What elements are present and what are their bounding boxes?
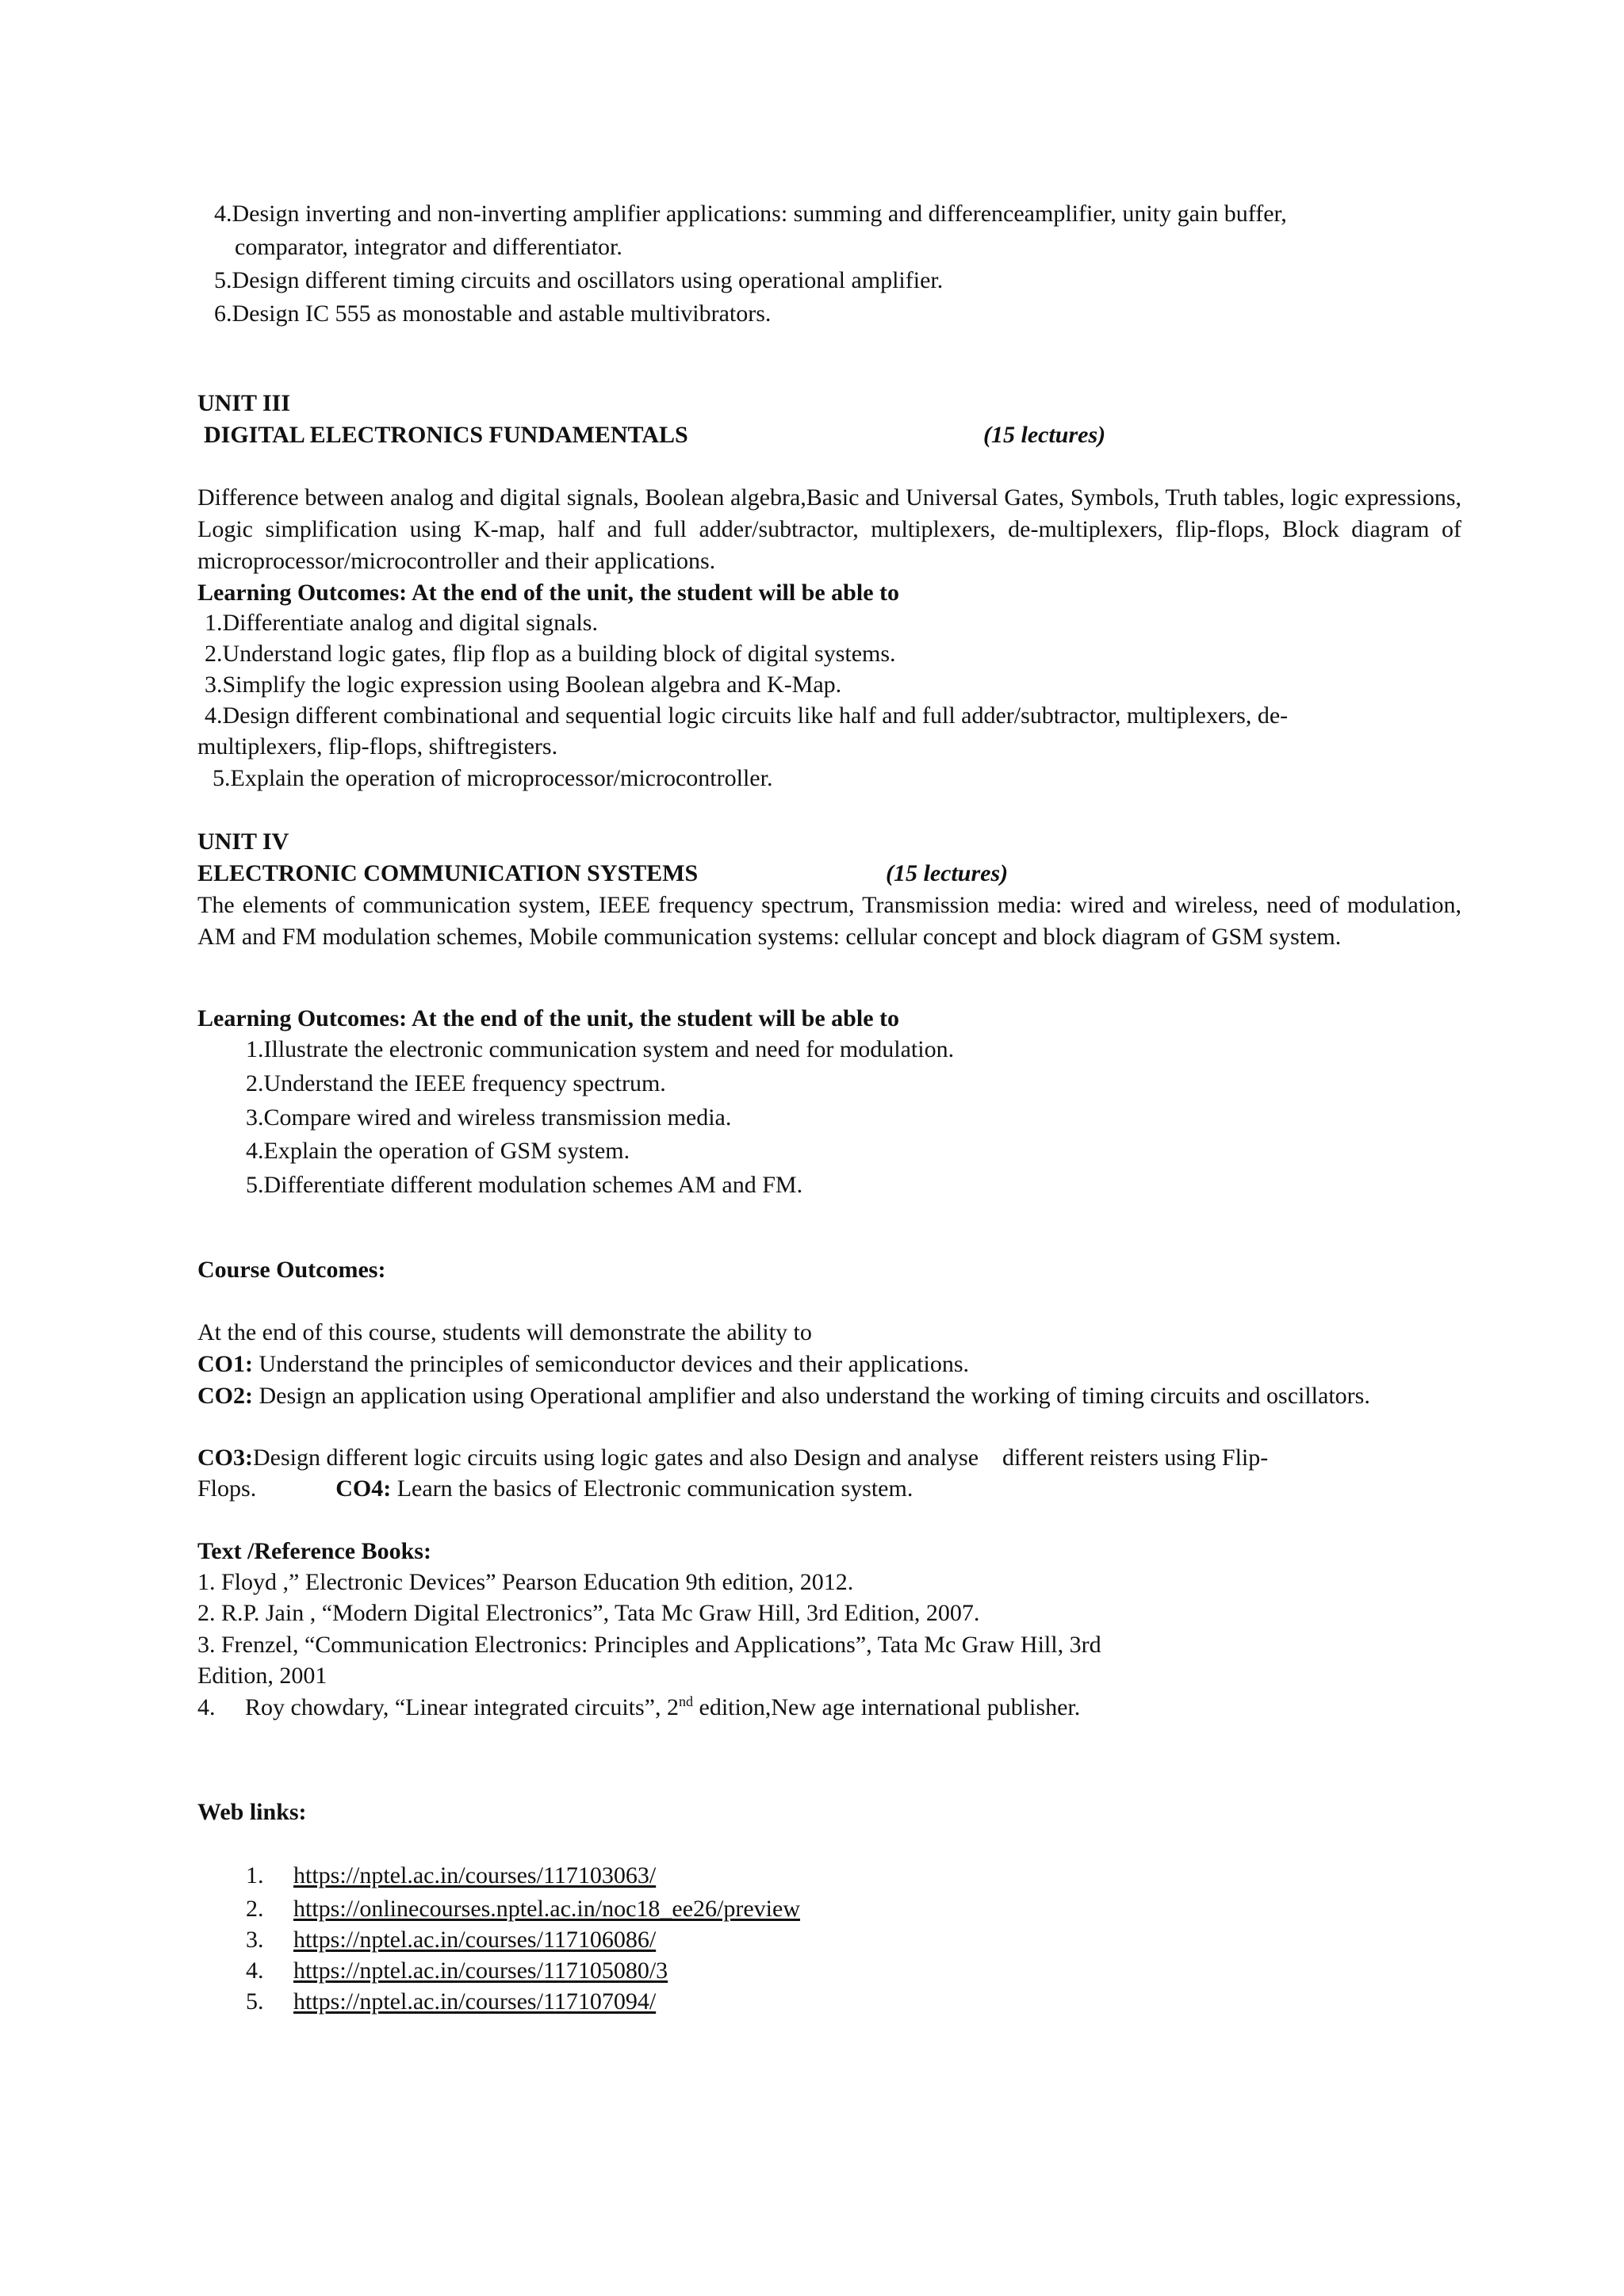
- outcome-item: 5.Design different timing circuits and oscillators using operational amplifier.: [214, 267, 944, 293]
- course-outcome-co3-co4-line: [197, 1473, 913, 1505]
- course-outcomes-intro: At the end of this course, students will demonstrate the ability to: [197, 1319, 812, 1345]
- weblink-number: 1.: [246, 1862, 264, 1888]
- weblink-number: 3.: [246, 1927, 264, 1953]
- book-item: 2. R.P. Jain , “Modern Digital Electronics”, Tata Mc Graw Hill, 3rd Edition, 2007.: [197, 1600, 980, 1626]
- outcome-item: 1.Illustrate the electronic communication system and need for modulation.: [246, 1036, 955, 1062]
- book-text: edition,New age international publisher.: [693, 1694, 1081, 1720]
- outcome-item: 6.Design IC 555 as monostable and astable multivibrators.: [214, 300, 772, 327]
- book-item: 1. Floyd ,” Electronic Devices” Pearson Education 9th edition, 2012.: [197, 1569, 854, 1595]
- book-number: 4.: [197, 1694, 216, 1720]
- outcome-item: 5.Explain the operation of microprocessor/microcontroller.: [213, 765, 773, 791]
- weblink-item: [246, 1893, 800, 1925]
- weblink-number: 5.: [246, 1988, 264, 2015]
- co-label: CO1:: [197, 1351, 253, 1377]
- outcome-item: 2.Understand the IEEE frequency spectrum.: [246, 1070, 666, 1096]
- weblink-number: 2.: [246, 1896, 264, 1922]
- unit-lectures: (15 lectures): [886, 860, 1009, 886]
- weblink-item: [246, 1860, 656, 1892]
- co-label: CO4:: [335, 1475, 392, 1502]
- weblink-number: 4.: [246, 1957, 264, 1984]
- unit-lectures: (15 lectures): [983, 422, 1106, 448]
- outcome-item: 1.Differentiate analog and digital signals.: [205, 610, 598, 636]
- book-item-continuation: Edition, 2001: [197, 1663, 327, 1689]
- co-label: CO2:: [197, 1383, 253, 1409]
- weblink-item: [246, 1924, 656, 1956]
- unit-description: Difference between analog and digital signals, Boolean algebra,Basic and Universal Gates, Symbols, Truth tables, logic expressions, Logic simplification using K-map, half and full adder/subtractor, multiplexers, de-multiplexers, flip-flops, Block diagram of microprocessor/microcontroller and their applications.: [197, 484, 1461, 574]
- book-item: [197, 1692, 1080, 1724]
- co-text: Design an application using Operational amplifier and also understand the working of timing circuits and oscillators.: [253, 1383, 1370, 1409]
- course-outcome-co2: [197, 1380, 1461, 1412]
- weblink-item: [246, 1955, 668, 1987]
- weblinks-heading: Web links:: [197, 1799, 307, 1825]
- co-text: Learn the basics of Electronic communication system.: [391, 1475, 914, 1502]
- outcome-item: 3.Simplify the logic expression using Boolean algebra and K-Map.: [205, 672, 842, 698]
- unit-label: UNIT III: [197, 390, 290, 416]
- book-text: Roy chowdary, “Linear integrated circuits”, 2: [245, 1694, 680, 1720]
- weblink-url[interactable]: https://onlinecourses.nptel.ac.in/noc18_ee26/preview: [293, 1896, 800, 1922]
- weblink-item: [246, 1986, 656, 2018]
- outcome-item: 5.Differentiate different modulation schemes AM and FM.: [246, 1172, 803, 1198]
- weblink-url[interactable]: https://nptel.ac.in/courses/117107094/: [293, 1988, 657, 2015]
- outcome-item: 4.Explain the operation of GSM system.: [246, 1138, 630, 1164]
- unit-title: ELECTRONIC COMMUNICATION SYSTEMS: [197, 860, 699, 886]
- co-label: CO3:: [197, 1445, 253, 1471]
- outcome-item: 2.Understand logic gates, flip flop as a building block of digital systems.: [205, 641, 896, 667]
- unit-label: UNIT IV: [197, 828, 289, 855]
- learning-outcomes-heading: Learning Outcomes: At the end of the unit, the student will be able to: [197, 580, 899, 606]
- outcome-item: 4.Design different combinational and sequential logic circuits like half and full adder/subtractor, multiplexers, de-: [205, 702, 1289, 729]
- co-text: Flops.: [197, 1475, 257, 1502]
- course-outcomes-heading: Course Outcomes:: [197, 1257, 386, 1283]
- books-heading: Text /Reference Books:: [197, 1538, 431, 1564]
- weblink-url[interactable]: https://nptel.ac.in/courses/117105080/3: [293, 1957, 668, 1984]
- weblink-url[interactable]: https://nptel.ac.in/courses/117106086/: [293, 1927, 657, 1953]
- superscript: nd: [679, 1693, 694, 1709]
- co-text: Design different logic circuits using logic gates and also Design and analyse different reisters using Flip-: [253, 1445, 1269, 1471]
- course-outcome-co3: [197, 1442, 1268, 1474]
- outcome-item-continuation: comparator, integrator and differentiator.: [235, 234, 622, 260]
- outcome-item: 4.Design inverting and non-inverting amplifier applications: summing and differenceamplifier, unity gain buffer,: [214, 201, 1287, 227]
- outcome-item-continuation: multiplexers, flip-flops, shiftregisters.: [197, 733, 558, 760]
- co-text: Understand the principles of semiconductor devices and their applications.: [253, 1351, 970, 1377]
- weblink-url[interactable]: https://nptel.ac.in/courses/117103063/: [293, 1862, 657, 1888]
- unit-description: The elements of communication system, IEEE frequency spectrum, Transmission media: wired and wireless, need of modulation, AM and FM modulation schemes, Mobile communication systems: cellular concept and block diagram of GSM system.: [197, 892, 1461, 950]
- outcome-item: 3.Compare wired and wireless transmission media.: [246, 1104, 732, 1131]
- course-outcome-co1: [197, 1349, 969, 1380]
- book-item: 3. Frenzel, “Communication Electronics: Principles and Applications”, Tata Mc Graw Hill, 3rd: [197, 1632, 1101, 1658]
- unit-title: DIGITAL ELECTRONICS FUNDAMENTALS: [204, 422, 688, 448]
- learning-outcomes-heading: Learning Outcomes: At the end of the unit, the student will be able to: [197, 1005, 899, 1031]
